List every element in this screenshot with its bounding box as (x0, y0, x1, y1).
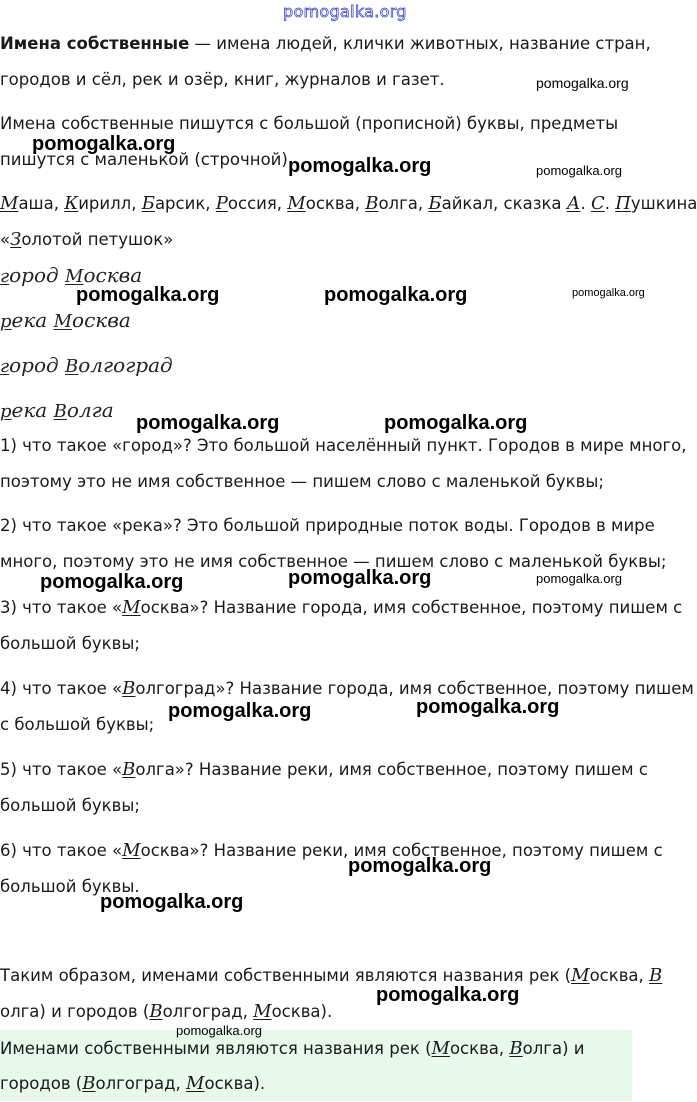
explanation-5-line-2: большой буквы; (0, 796, 140, 815)
watermark: pomogalka.org (384, 412, 528, 434)
conclusion-line-2 (0, 994, 332, 1030)
underlined-letter: М (65, 266, 84, 287)
watermark: pomogalka.org (324, 284, 468, 306)
example-text: олотой петушок» (21, 230, 174, 249)
example-text: арсик, (154, 194, 216, 213)
example-text: айкал, сказка (441, 194, 567, 213)
answer-text: городов ( (0, 1074, 83, 1093)
conclusion-text: олгоград, (162, 1002, 254, 1021)
explanation-3-line-1 (0, 590, 682, 626)
answer-text: олгоград, (95, 1074, 187, 1093)
capital-letter: Б (141, 193, 155, 214)
watermark: pomogalka.org (288, 155, 432, 177)
capital-letter: К (64, 193, 79, 214)
handwritten-word: ород (9, 263, 66, 287)
watermark: pomogalka.org (536, 75, 629, 91)
rule-line-1: Имена собственные пишутся с большой (прописной) буквы, предметы (0, 114, 619, 133)
underlined-letter: В (65, 356, 79, 377)
watermark: pomogalka.org (176, 1023, 262, 1038)
handwritten-word: олга (66, 398, 114, 422)
capital-letter: М (571, 965, 590, 986)
handwritten-word: ека (11, 398, 54, 422)
capital-letter: В (509, 1038, 523, 1059)
capital-letter: А (566, 193, 581, 214)
watermark: pomogalka.org (572, 287, 645, 299)
watermark: pomogalka.org (376, 984, 520, 1006)
answer-text: олга) и (522, 1039, 585, 1058)
watermark: pomogalka.org (32, 133, 176, 155)
explanation-2-line-1: 2) что такое «река»? Это большой природные поток воды. Городов в мире (0, 516, 655, 535)
handwritten-word: осква (83, 263, 143, 287)
capital-letter: В (649, 965, 663, 986)
answer-text: осква). (204, 1074, 266, 1093)
expl-text: олга»? Название реки, имя собственное, поэтому пишем с (135, 760, 648, 779)
capital-letter: М (431, 1038, 450, 1059)
underlined-letter: г (0, 356, 10, 377)
handwritten-word: ород (9, 353, 66, 377)
watermark: pomogalka.org (536, 163, 622, 178)
expl-text: 3) что такое « (0, 598, 123, 617)
underlined-letter: р (0, 401, 12, 422)
conclusion-text: олга) и городов ( (0, 1002, 150, 1021)
capital-letter: В (149, 1001, 163, 1022)
explanation-4-line-1 (0, 671, 694, 707)
watermark: pomogalka.org (536, 571, 622, 586)
intro-term: Имена собственные (0, 34, 190, 53)
watermark: pomogalka.org (288, 567, 432, 589)
capital-letter: Р (215, 193, 228, 214)
capital-letter: В (82, 1073, 96, 1094)
answer-text: осква, (449, 1039, 510, 1058)
underlined-letter: М (53, 311, 73, 332)
conclusion-line-1 (0, 958, 662, 994)
watermark: pomogalka.org (168, 700, 312, 722)
expl-text: олгоград»? Название города, имя собственное, поэтому пишем (135, 679, 694, 698)
explanation-5-line-1 (0, 752, 648, 788)
answer-text: Именами собственными являются названия рек ( (0, 1039, 432, 1058)
rule-line-2: пишутся с маленькой (строчной). (0, 150, 294, 169)
expl-text: 6) что такое « (0, 841, 123, 860)
examples-line-1 (0, 186, 697, 222)
example-text: олга, (378, 194, 429, 213)
handwritten-word: олгоград (78, 353, 173, 377)
capital-letter: Б (428, 193, 442, 214)
explanation-1-line-1: 1) что такое «город»? Это большой населённый пункт. Городов в мире много, (0, 436, 687, 455)
capital-letter: М (186, 1073, 205, 1094)
capital-letter: В (122, 678, 136, 699)
explanation-6-line-1 (0, 833, 663, 869)
example-text: оссия, (227, 194, 288, 213)
explanation-3-line-2: большой буквы; (0, 634, 140, 653)
watermark: pomogalka.org (136, 412, 280, 434)
examples-line-2 (0, 222, 173, 258)
intro-text: — имена людей, клички животных, название стран, (189, 34, 651, 53)
quote-open: « (0, 230, 11, 249)
capital-letter: М (253, 1001, 272, 1022)
conclusion-text: осква, (589, 966, 650, 985)
expl-text: осква»? Название реки, имя собственное, поэтому пишем с (140, 841, 663, 860)
capital-letter: В (365, 193, 379, 214)
handwritten-line-3 (0, 353, 173, 377)
explanation-2-line-2: много, поэтому это не имя собственное — пишем слово с маленькой буквы; (0, 552, 667, 571)
explanation-6-line-2: большой буквы. (0, 877, 140, 896)
watermark: pomogalka.org (100, 891, 244, 913)
capital-letter: М (122, 597, 141, 618)
example-text: аша, (18, 194, 65, 213)
intro-line-1 (0, 26, 651, 62)
intro-line-2: городов и сёл, рек и озёр, книг, журналов и газет. (0, 70, 445, 89)
capital-letter: В (122, 759, 136, 780)
capital-letter: З (10, 229, 22, 250)
explanation-1-line-2: поэтому это не имя собственное — пишем слово с маленькой буквы; (0, 472, 604, 491)
capital-letter: П (615, 193, 631, 214)
capital-letter: М (122, 840, 141, 861)
watermark: pomogalka.org (40, 571, 184, 593)
example-text: осква, (305, 194, 366, 213)
underlined-letter: г (0, 266, 10, 287)
watermark: pomogalka.org (76, 284, 220, 306)
handwritten-word: осква (72, 308, 131, 332)
expl-text: 4) что такое « (0, 679, 123, 698)
expl-text: осква»? Название города, имя собственное, поэтому пишем с (140, 598, 683, 617)
handwritten-word: ека (11, 308, 54, 332)
site-watermark-top: pomogalka.org (283, 2, 407, 21)
expl-text: 5) что такое « (0, 760, 123, 779)
underlined-letter: р (0, 311, 12, 332)
example-text: . (604, 194, 616, 213)
handwritten-line-2 (0, 308, 131, 332)
conclusion-text: осква). (271, 1002, 333, 1021)
example-text: ушкина (630, 194, 697, 213)
underlined-letter: В (53, 401, 67, 422)
watermark: pomogalka.org (416, 696, 560, 718)
capital-letter: М (0, 193, 19, 214)
example-text: . (580, 194, 591, 213)
example-text: ирилл, (78, 194, 142, 213)
explanation-4-line-2: с большой буквы; (0, 715, 155, 734)
answer-line-1 (0, 1031, 584, 1067)
handwritten-line-4 (0, 398, 114, 422)
conclusion-text: Таким образом, именами собственными являются названия рек ( (0, 966, 572, 985)
capital-letter: С (590, 193, 605, 214)
capital-letter: М (287, 193, 306, 214)
watermark: pomogalka.org (348, 855, 492, 877)
answer-line-2 (0, 1066, 265, 1102)
